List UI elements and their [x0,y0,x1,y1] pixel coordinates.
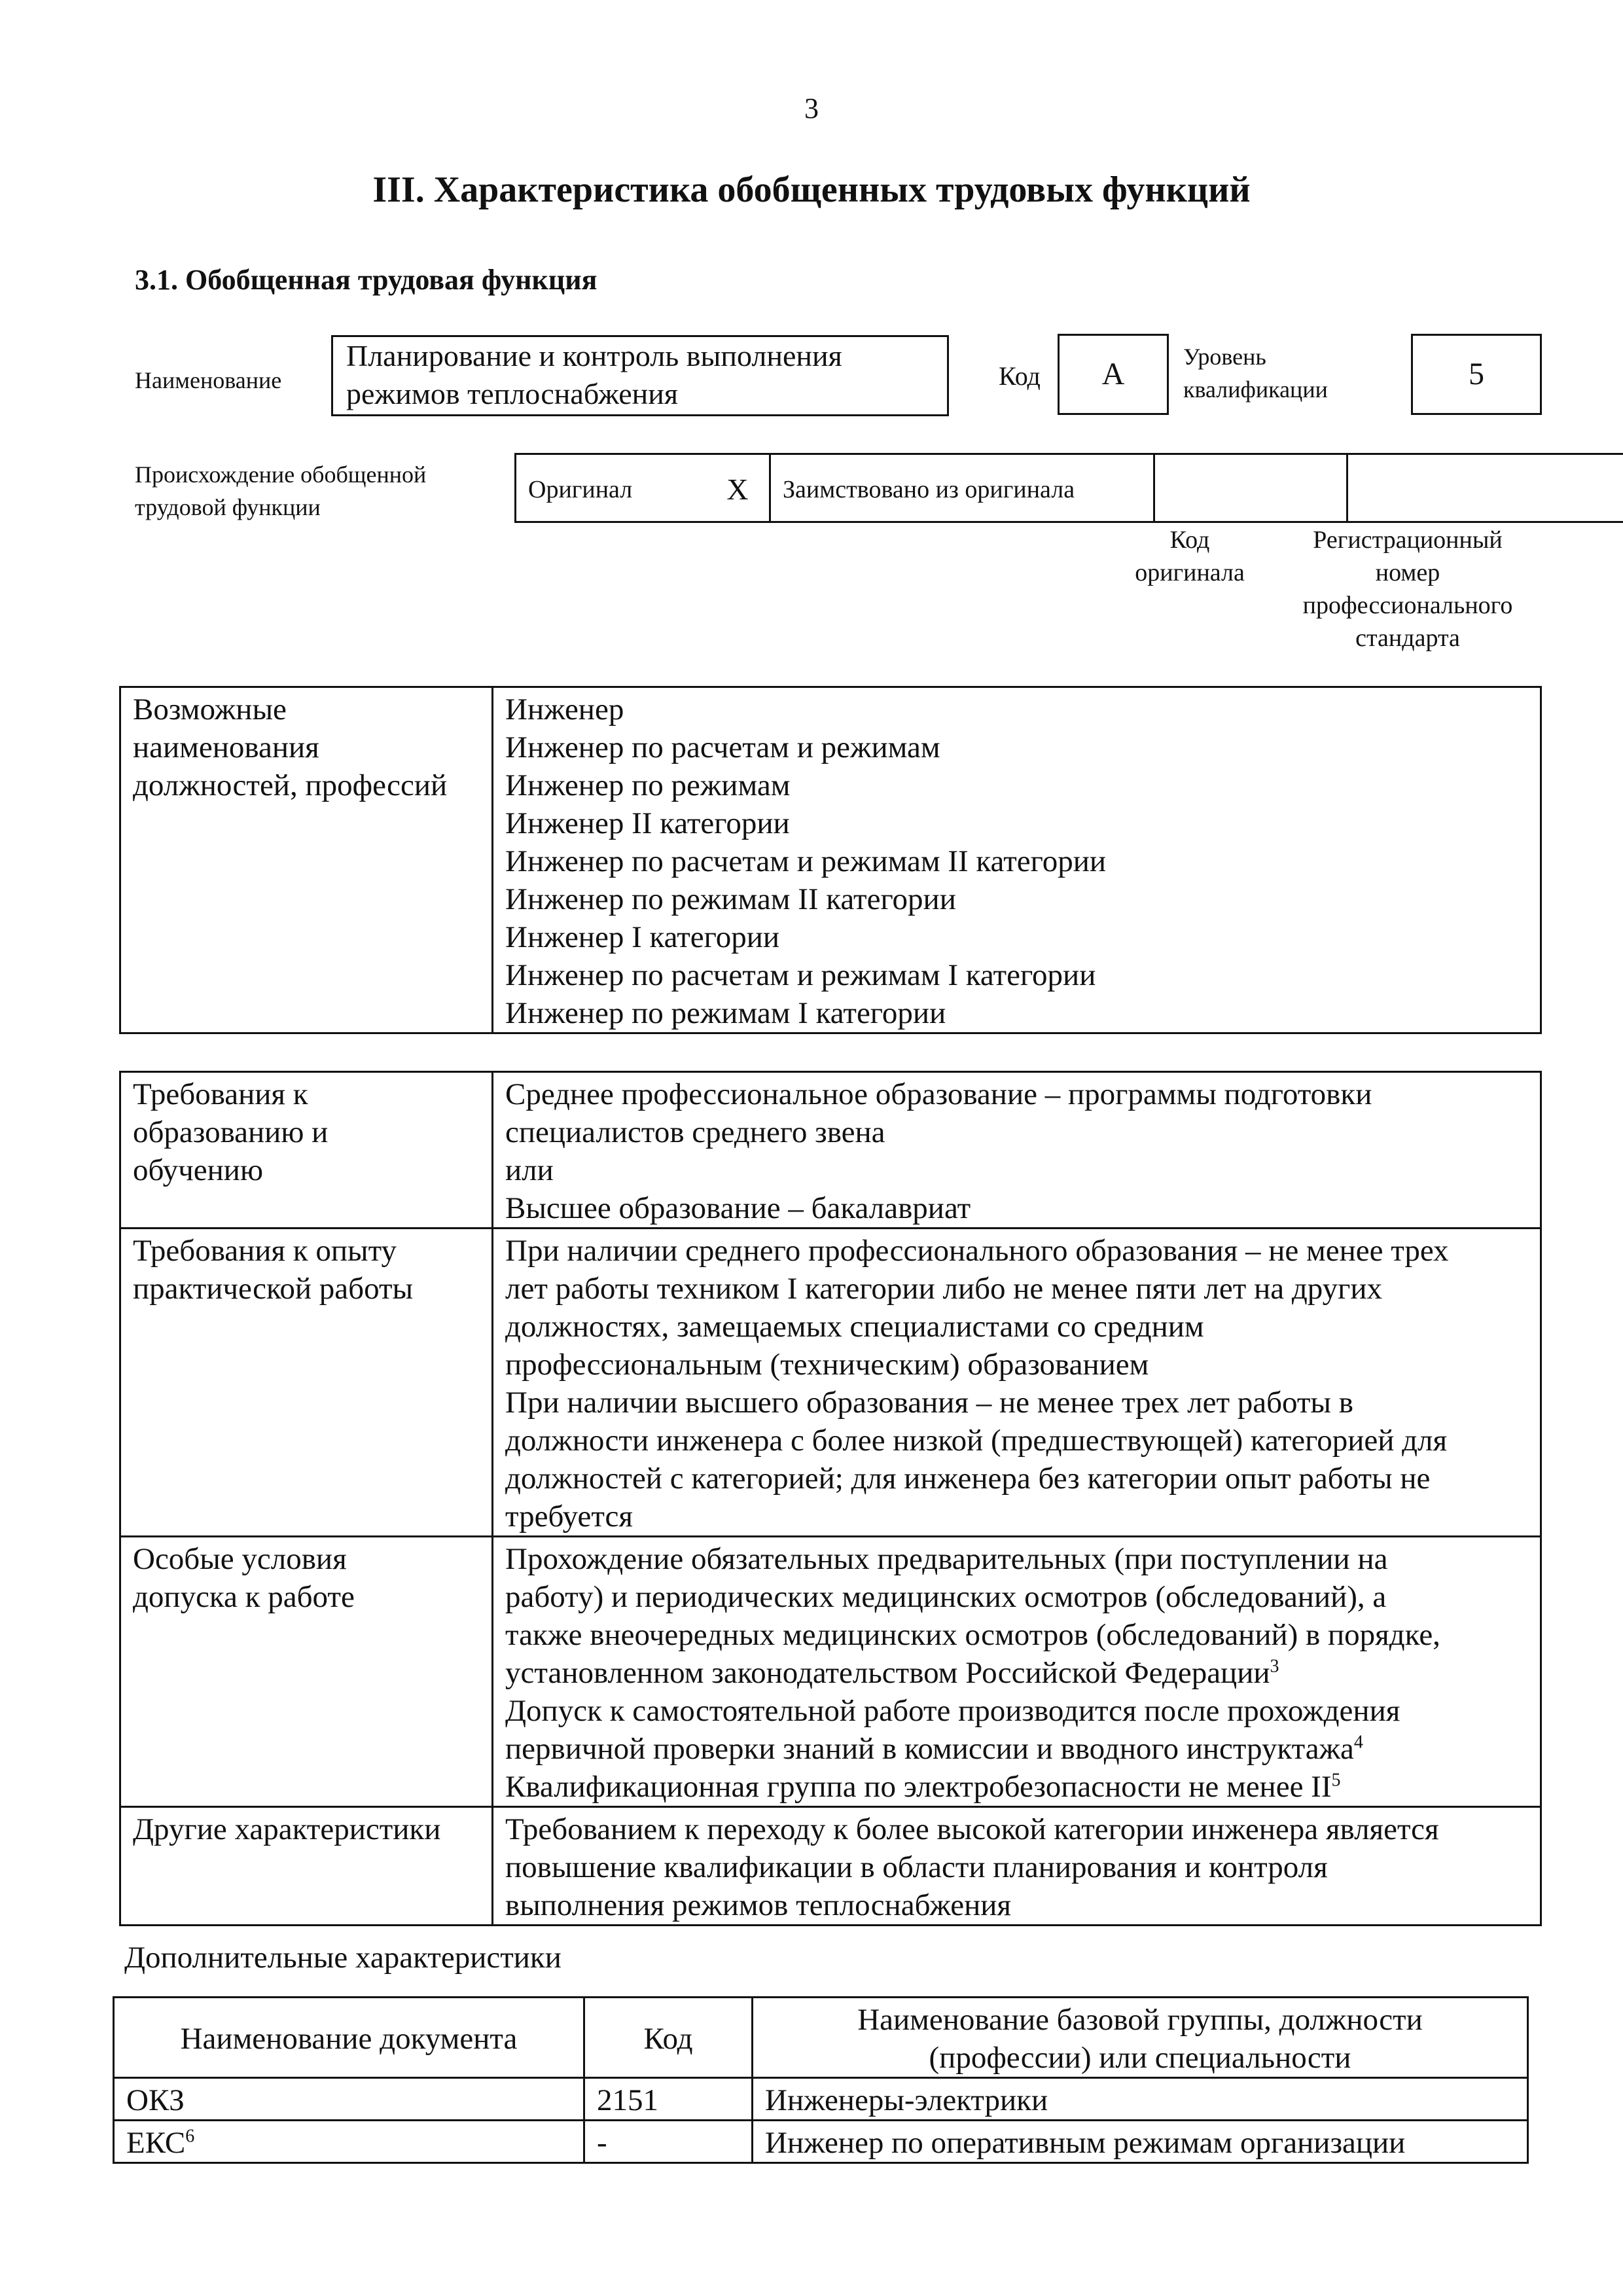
experience-label: Требования к опыту практической работы [120,1229,493,1537]
list-item: Инженер по расчетам и режимам I категории [505,958,1096,992]
origin-original-mark: X [706,454,770,522]
list-item: Инженер по режимам I категории [505,996,946,1030]
name-value: Планирование и контроль выполнения режимов теплоснабжения [346,339,842,410]
list-item: Инженер [505,692,624,726]
list-item: Инженер по расчетам и режимам II категории [505,844,1107,878]
positions-table [119,686,1542,1034]
footnote-ref: 5 [1331,1770,1341,1791]
other-value: Требованием к переходу к более высокой категории инженера является повышение квалификации в области планирования и контроля выполнения режимов теплоснабжения [493,1807,1541,1926]
experience-value: При наличии среднего профессионального образования – не менее трех лет работы техником I категории либо не менее пяти лет на других должностях, замещаемых специалистами со средним профессиональным (техническим) образованием При наличии высшего образования – не менее трех лет работы в должности инженера с более низкой (предшествующей) категорией для должностей с категорией; для инженера без категории опыт работы не требуется [493,1229,1541,1537]
list-item: Инженер по расчетам и режимам [505,730,940,764]
section-title: III. Характеристика обобщенных трудовых функций [372,170,1251,210]
list-item: Инженер по режимам II категории [505,882,956,916]
table-row [114,2078,1528,2121]
level-value: 5 [1411,334,1542,415]
requirements-table [119,1071,1542,1926]
origin-code-caption: Код оригинала [1135,526,1245,586]
footnote-ref: 4 [1353,1732,1363,1753]
education-label: Требования к образованию и обучению [120,1072,493,1229]
level-label-2: квалификации [1183,376,1328,403]
header-code: Код [584,1998,753,2078]
subsection-title: 3.1. Обобщенная трудовая функция [135,264,597,296]
origin-label-1: Происхождение обобщенной [135,461,427,488]
special-conditions-value: Прохождение обязательных предварительных (при поступлении на работу) и периодических медицинских осмотров (обследований), а также внеочередных медицинских осмотров (обследований) в порядке, установленном законодательством Российской Федерации$^3$ Допуск к самостоятельной работе производится после прохождения первичной проверки знаний в комиссии и вводного инструктажа$^4$ Квалификационная группа по электробезопасности не менее $II^5$ [493,1537,1541,1807]
table-row [120,1072,1541,1229]
footnote-ref: 3 [1270,1656,1279,1677]
row-doc: ЕКС$^6$ [114,2121,584,2163]
table-row [114,2121,1528,2163]
additional-table [113,1996,1529,2164]
list-item: Инженер по режимам [505,768,791,802]
row-group: Инженер по оперативным режимам организации [753,2121,1528,2163]
row-code: 2151 [584,2078,753,2121]
origin-reg-number-cell [1347,454,1623,522]
other-label: Другие характеристики [120,1807,493,1926]
origin-table [514,453,1623,523]
footnote-ref: 6 [185,2126,195,2147]
code-label: Код [999,361,1041,391]
list-item: Инженер I категории [505,920,780,954]
positions-list [493,687,1541,1033]
table-row [120,1537,1541,1807]
page-number: 3 [804,92,819,124]
list-item: Инженер II категории [505,806,790,840]
level-label-1: Уровень [1183,344,1266,370]
table-header-row [114,1998,1528,2078]
origin-label-2: трудовой функции [135,494,321,520]
positions-label: Возможные наименования должностей, профессий [120,687,493,1033]
row-code: - [584,2121,753,2163]
name-value-box [331,335,949,416]
special-conditions-label: Особые условия допуска к работе [120,1537,493,1807]
table-row [120,1807,1541,1926]
table-row [120,1229,1541,1537]
row-group: Инженеры-электрики [753,2078,1528,2121]
header-doc: Наименование документа [114,1998,584,2078]
origin-original-label: Оригинал [528,475,633,503]
origin-reg-caption: Регистрационный номер профессионального стандарта [1302,526,1513,652]
education-value: Среднее профессиональное образование – программы подготовки специалистов среднего звена или Высшее образование – бакалавриат [493,1072,1541,1229]
additional-title: Дополнительные характеристики [124,1941,562,1975]
origin-original-cell [516,454,707,522]
header-group: Наименование базовой группы, должности (профессии) или специальности [753,1998,1528,2078]
name-label: Наименование [135,367,282,393]
row-doc: ОКЗ [114,2078,584,2121]
code-value: A [1058,334,1169,415]
origin-borrowed-label: Заимствовано из оригинала [770,454,1154,522]
origin-code-cell [1154,454,1347,522]
